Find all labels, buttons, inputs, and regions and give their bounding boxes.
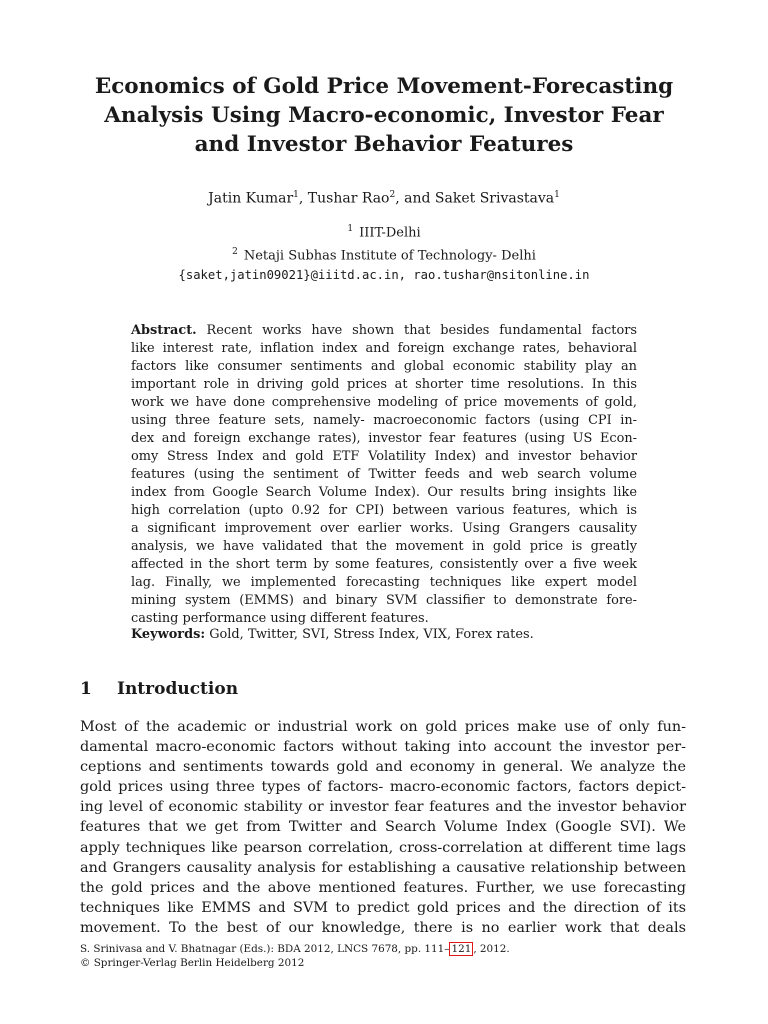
citation-text: S. Srinivasa and V. Bhatnagar (Eds.): BDA 2012, LNCS 7678, pp. 111–: [80, 943, 450, 955]
author-separator: ,: [298, 190, 308, 207]
affiliation-mark: 2: [232, 246, 238, 257]
page-range-link[interactable]: 121: [451, 943, 472, 955]
author-name: Jatin Kumar: [208, 190, 294, 207]
author-emails: [0, 266, 768, 286]
abstract-line: mining system (EMMS) and binary SVM classifier to demonstrate fore-: [131, 593, 637, 608]
title-line: Analysis Using Macro-economic, Investor Fear: [104, 103, 664, 128]
abstract-line: a significant improvement over earlier works. Using Grangers causality: [131, 521, 637, 536]
body-line: ceptions and sentiments towards gold and economy in general. We analyze the: [80, 759, 686, 776]
section-number: 1: [80, 679, 92, 699]
abstract-line: high correlation (upto 0.92 for CPI) between various features, which is: [131, 503, 637, 518]
paper-title: [40, 72, 728, 159]
citation-year: , 2012.: [473, 943, 510, 955]
keywords-label: Keywords:: [131, 627, 206, 642]
abstract-line: work we have done comprehensive modeling of price movements of gold,: [131, 395, 637, 410]
body-line: apply techniques like pearson correlation, cross-correlation at different time lags: [80, 839, 686, 856]
body-line: movement. To the best of our knowledge, there is no earlier work that deals: [80, 919, 686, 936]
keywords: [131, 626, 637, 644]
section-heading: [80, 676, 238, 702]
abstract-line: features (using the sentiment of Twitter feeds and web search volume: [131, 467, 637, 482]
affiliation-name: IIIT-Delhi: [359, 225, 421, 241]
author-name: Tushar Rao: [307, 190, 390, 207]
body-line: damental macro-economic factors without taking into account the investor per-: [80, 739, 686, 756]
section-title: Introduction: [117, 679, 239, 699]
title-line: and Investor Behavior Features: [194, 132, 574, 157]
affiliation-mark: 1: [347, 224, 354, 234]
abstract-line: like interest rate, inflation index and foreign exchange rates, behavioral: [131, 341, 637, 356]
body-line: the gold prices and the above mentioned features. Further, we use forecasting: [80, 879, 686, 896]
abstract-label: Abstract.: [131, 323, 197, 338]
affiliation-1: [0, 220, 768, 243]
citation-line: [80, 942, 510, 956]
abstract-line: [131, 322, 637, 340]
abstract-line: index from Google Search Volume Index). Our results bring insights like: [131, 485, 637, 500]
abstract-line: omy Stress Index and gold ETF Volatility Index) and investor behavior: [131, 449, 637, 464]
body-line: features that we get from Twitter and Search Volume Index (Google SVI). We: [80, 819, 686, 836]
body-line: gold prices using three types of factors- macro-economic factors, factors depict-: [80, 779, 686, 796]
body-line: Most of the academic or industrial work on gold prices make use of only fun-: [80, 719, 686, 735]
introduction-body: [80, 717, 686, 938]
body-line: and Grangers causality analysis for establishing a causative relationship between: [80, 859, 686, 876]
author-name: Saket Srivastava: [434, 190, 555, 207]
keywords-text: Gold, Twitter, SVI, Stress Index, VIX, Forex rates.: [205, 627, 534, 642]
affiliation-name: Netaji Subhas Institute of Technology- Delhi: [243, 248, 536, 264]
body-line: techniques like EMMS and SVM to predict gold prices and the direction of its: [80, 899, 686, 916]
affiliation-mark: 1: [293, 190, 299, 200]
title-line: Economics of Gold Price Movement-Forecasting: [94, 74, 674, 99]
author-separator: , and: [395, 190, 435, 207]
abstract-line: using three feature sets, namely- macroeconomic factors (using CPI in-: [131, 413, 637, 428]
affiliation-mark: 1: [554, 190, 560, 200]
abstract-line: important role in driving gold prices at shorter time resolutions. In this: [131, 377, 637, 392]
affiliation-2: [0, 243, 768, 266]
body-line: ing level of economic stability or investor fear features and the investor behavior: [80, 799, 686, 816]
affiliation-mark: 2: [389, 190, 396, 200]
author-list: [0, 186, 768, 208]
abstract: [131, 322, 637, 628]
abstract-text: Recent works have shown that besides fundamental factors: [196, 323, 637, 338]
abstract-line: analysis, we have validated that the movement in gold price is greatly: [131, 539, 637, 554]
abstract-line: casting performance using different features.: [131, 611, 429, 626]
abstract-line: dex and foreign exchange rates), investor fear features (using US Econ-: [131, 431, 637, 446]
affiliations: [0, 220, 768, 285]
abstract-line: affected in the short term by some features, consistently over a five week: [131, 557, 637, 572]
email-addresses: {saket,jatin09021}@iiitd.ac.in, rao.tushar@nsitonline.in: [178, 267, 590, 282]
abstract-line: factors like consumer sentiments and global economic stability play an: [131, 359, 637, 374]
abstract-line: lag. Finally, we implemented forecasting techniques like expert model: [131, 575, 637, 590]
copyright-line: © Springer-Verlag Berlin Heidelberg 2012: [80, 957, 305, 969]
page-footer: [80, 942, 510, 970]
